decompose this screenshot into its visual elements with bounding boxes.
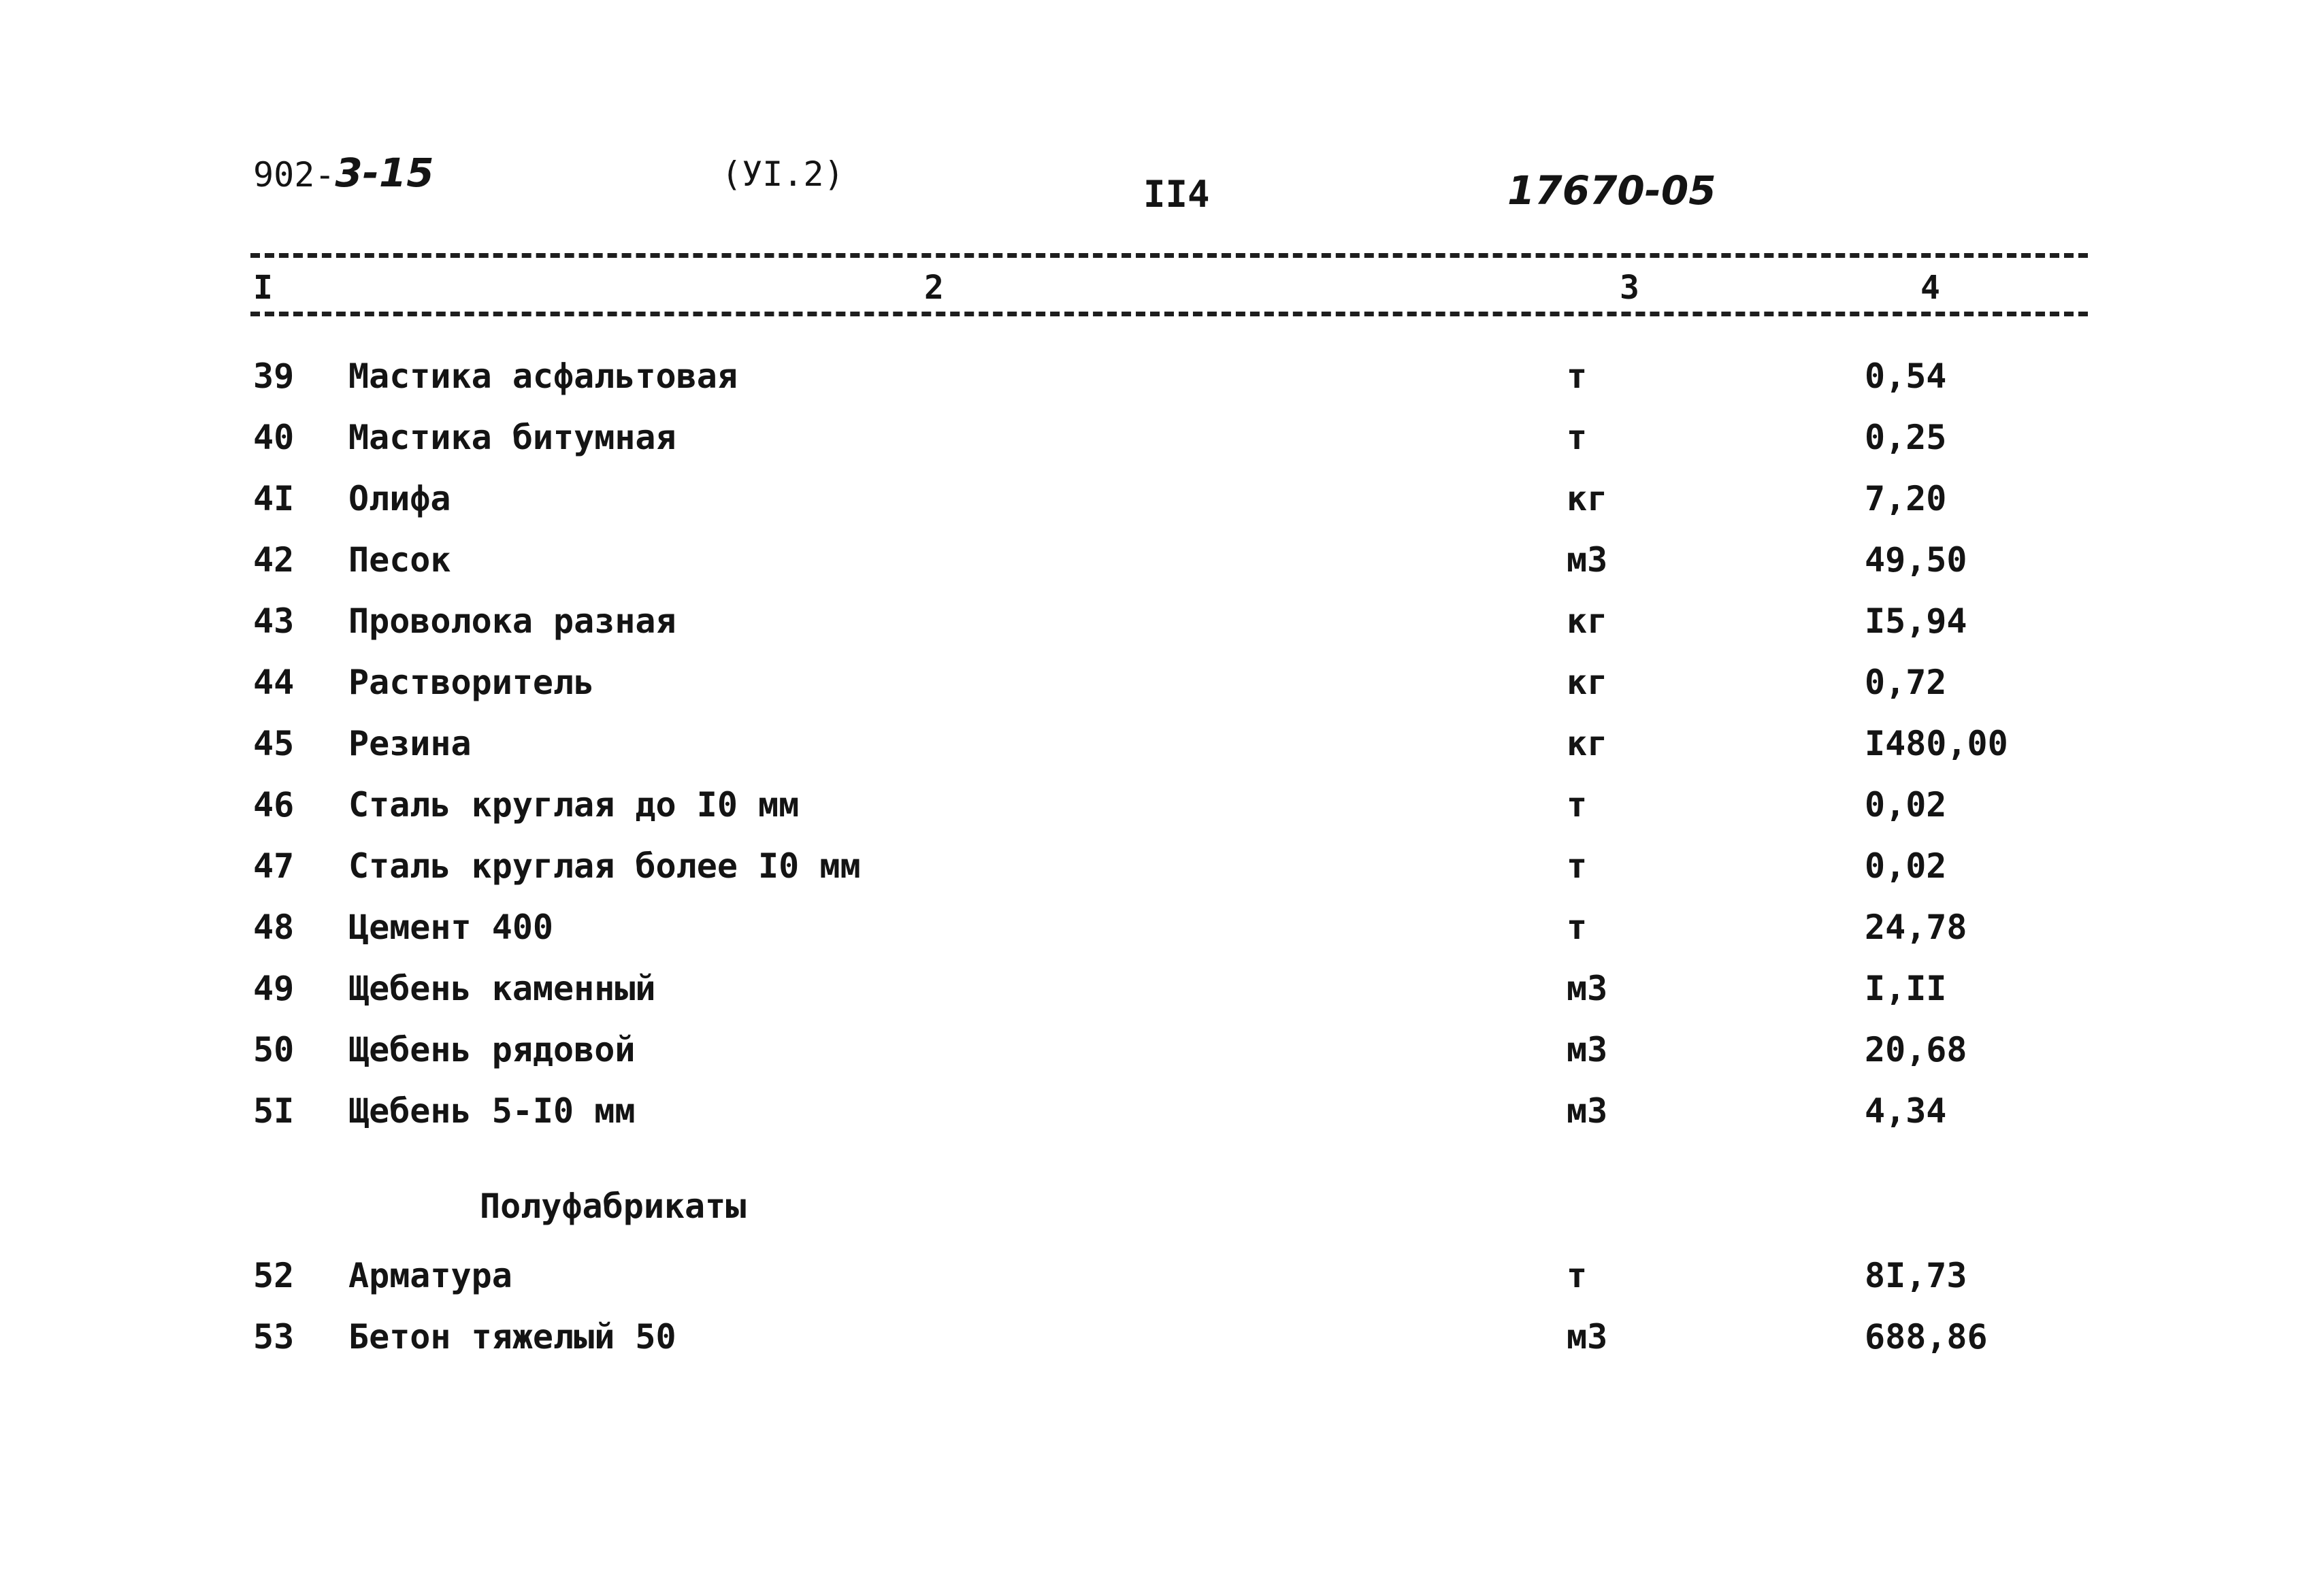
row-number: 39 <box>253 356 295 396</box>
table-row <box>0 903 2324 951</box>
material-name: Песок <box>348 540 451 580</box>
table-row <box>0 597 2324 645</box>
row-number: 52 <box>253 1256 295 1295</box>
row-number: 40 <box>253 418 295 457</box>
row-number: 47 <box>253 846 295 886</box>
quantity: 20,68 <box>1865 1030 1967 1069</box>
table-row <box>0 1252 2324 1299</box>
series-prefix: 902- <box>253 155 335 195</box>
quantity: 0,02 <box>1865 785 1947 825</box>
quantity: I5,94 <box>1865 601 1967 641</box>
quantity: 24,78 <box>1865 908 1967 947</box>
page-number: II4 <box>1143 173 1210 216</box>
unit: кг <box>1567 601 1608 641</box>
unit: м3 <box>1567 969 1608 1008</box>
column-number-2: 2 <box>924 269 944 307</box>
row-number: 50 <box>253 1030 295 1069</box>
material-name: Арматура <box>348 1256 512 1295</box>
unit: т <box>1567 1256 1588 1295</box>
column-number-1: I <box>253 269 273 307</box>
unit: т <box>1567 908 1588 947</box>
unit: т <box>1567 785 1588 825</box>
quantity: 49,50 <box>1865 540 1967 580</box>
material-name: Щебень рядовой <box>348 1030 636 1069</box>
row-number: 4I <box>253 479 295 518</box>
row-number: 42 <box>253 540 295 580</box>
unit: т <box>1567 846 1588 886</box>
material-name: Растворитель <box>348 663 595 702</box>
table-row <box>0 352 2324 400</box>
table-row <box>0 965 2324 1012</box>
quantity: I480,00 <box>1865 724 2008 763</box>
unit: т <box>1567 418 1588 457</box>
quantity: 0,02 <box>1865 846 1947 886</box>
quantity: 0,72 <box>1865 663 1947 702</box>
row-number: 48 <box>253 908 295 947</box>
unit: кг <box>1567 724 1608 763</box>
table-row <box>0 659 2324 706</box>
table-row <box>0 536 2324 584</box>
unit: т <box>1567 356 1588 396</box>
table-row <box>0 1087 2324 1135</box>
section-ref: (УI.2) <box>721 154 845 194</box>
table-row <box>0 781 2324 829</box>
unit: кг <box>1567 479 1608 518</box>
material-name: Цемент 400 <box>348 908 554 947</box>
quantity: 688,86 <box>1865 1317 1988 1357</box>
table-row <box>0 1313 2324 1361</box>
row-number: 45 <box>253 724 295 763</box>
material-name: Мастика асфальтовая <box>348 356 738 396</box>
row-number: 43 <box>253 601 295 641</box>
table-row <box>0 475 2324 522</box>
series-code <box>253 152 434 195</box>
section-title: Полуфабрикаты <box>480 1186 747 1226</box>
quantity: 0,54 <box>1865 356 1947 396</box>
quantity: 8I,73 <box>1865 1256 1967 1295</box>
unit: м3 <box>1567 540 1608 580</box>
column-number-4: 4 <box>1920 269 1940 307</box>
quantity: 7,20 <box>1865 479 1947 518</box>
quantity: I,II <box>1865 969 1947 1008</box>
doc-number: 17670-05 <box>1507 167 1716 214</box>
header-rule-top <box>250 253 2088 258</box>
material-name: Щебень 5-I0 мм <box>348 1091 636 1131</box>
unit: м3 <box>1567 1030 1608 1069</box>
series-handwritten: 3-15 <box>335 150 434 196</box>
material-name: Щебень каменный <box>348 969 656 1008</box>
material-name: Проволока разная <box>348 601 676 641</box>
table-row <box>0 1026 2324 1074</box>
row-number: 49 <box>253 969 295 1008</box>
table-row <box>0 720 2324 767</box>
row-number: 46 <box>253 785 295 825</box>
material-name: Сталь круглая до I0 мм <box>348 785 800 825</box>
table-row <box>0 842 2324 890</box>
row-number: 5I <box>253 1091 295 1131</box>
quantity: 0,25 <box>1865 418 1947 457</box>
material-name: Резина <box>348 724 472 763</box>
table-row <box>0 414 2324 461</box>
material-name: Мастика битумная <box>348 418 676 457</box>
unit: кг <box>1567 663 1608 702</box>
column-number-3: 3 <box>1620 269 1639 307</box>
row-number: 44 <box>253 663 295 702</box>
material-name: Сталь круглая более I0 мм <box>348 846 861 886</box>
material-name: Бетон тяжелый 50 <box>348 1317 676 1357</box>
unit: м3 <box>1567 1091 1608 1131</box>
quantity: 4,34 <box>1865 1091 1947 1131</box>
header-rule-bottom <box>250 312 2088 316</box>
row-number: 53 <box>253 1317 295 1357</box>
material-name: Олифа <box>348 479 451 518</box>
unit: м3 <box>1567 1317 1608 1357</box>
